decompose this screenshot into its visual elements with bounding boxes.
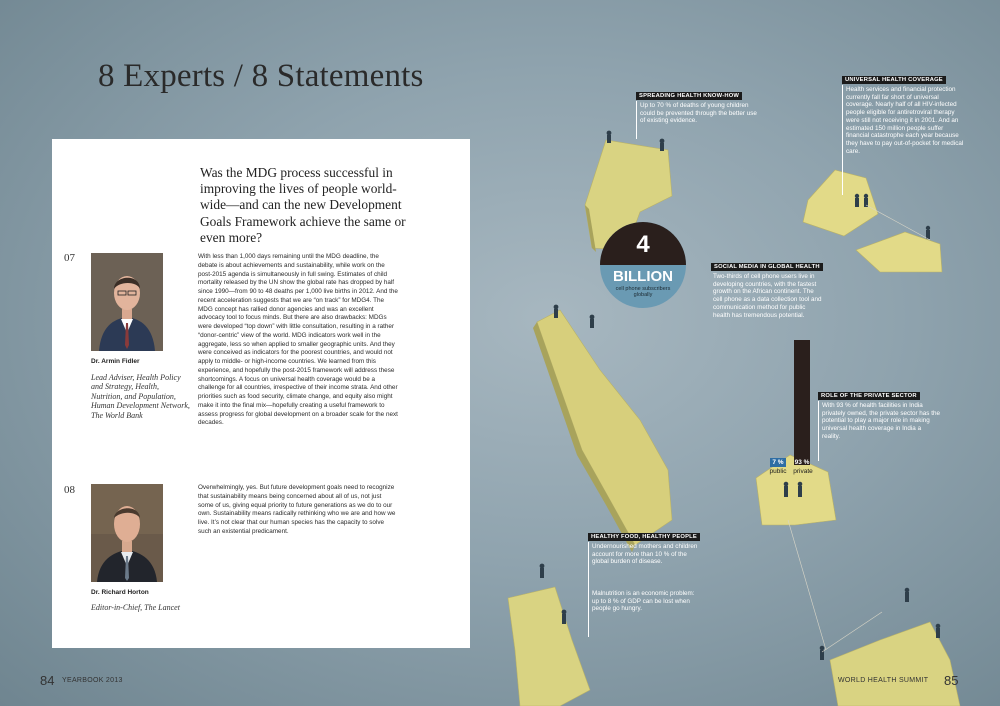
expert-photo xyxy=(91,253,163,351)
expert-photo xyxy=(91,484,163,582)
annotation-heading: ROLE OF THE PRIVATE SECTOR xyxy=(818,392,920,400)
leader-line xyxy=(818,401,819,461)
annotation-heading: UNIVERSAL HEALTH COVERAGE xyxy=(842,76,946,84)
private-label: private xyxy=(793,468,813,475)
expert-role: Lead Adviser, Health Policy and Strategy, Health, Nutrition, and Population, Human Development Network, The World Bank xyxy=(91,373,190,420)
annotation-text: Up to 70 % of deaths of young children could be prevented through the better use of existing evidence. xyxy=(640,102,757,125)
expert-number: 07 xyxy=(64,252,75,264)
leader-line xyxy=(588,542,589,637)
public-pct-badge: 7 % xyxy=(770,458,786,467)
leader-line xyxy=(636,101,637,139)
tile-food-right xyxy=(830,622,960,706)
lead-question: Was the MDG process successful in improving the lives of people world-wide—and can the new Development Goals Framework achieve the same or even more? xyxy=(200,165,406,245)
annotation-text: Undernourished mothers and children account for more than 10 % of the global burden of disease. xyxy=(592,543,698,566)
expert-role: Editor-in-Chief, The Lancet xyxy=(91,603,180,612)
expert-name: Dr. Richard Horton xyxy=(91,589,149,596)
running-footer-left: YEARBOOK 2013 xyxy=(62,677,123,684)
annotation-text: Health services and financial protection currently fall far short of universal coverage. Nearly half of all HIV-infected people eligible for antiretroviral therapy were still not receiving it in 2001. And an estimated 150 million people suffer financial catastrophe each year because they have to pay out-of-pocket for medical care. xyxy=(846,86,964,155)
expert-statement: With less than 1,000 days remaining until the MDG deadline, the debate is about achievements and sustainability, while work on the post-2015 agenda is simultaneously in full swing. Estimates of child mortality released by the UN show the global rate has dropped by half since 1990—from 90 to 48 deaths per 1,000 live births in 2012. And the recent acceleration suggests that we are “on track” for MDG4. The MDG concept has rallied donor agencies and was an excellent advocacy tool to focus minds. But there are also drawbacks: MDGs were developed “top down” with little consultation, resulting in a rather “donor-centric” view of the world. MDG indicators work well in the aggregate, less so when applied to smaller geographic units. And they were conceived as indicators for the poorest countries, and would not apply to middle- or high-income countries. We learned from this experience, and hopefully the post-2015 framework will address these shortcomings. A focus on universal health coverage would be a challenge for all countries, irrespective of their income strata. And other priorities such as food security, climate change, and equity also might make it into the final mix—hopefully creating a useful framework to assess progress for global development on a broader scale for the next decades. xyxy=(198,253,398,427)
expert-name: Dr. Armin Fidler xyxy=(91,358,140,365)
public-label: public xyxy=(769,468,787,475)
phone-unit: BILLION xyxy=(613,268,673,285)
expert-number: 08 xyxy=(64,484,75,496)
phone-caption: cell phone subscribers globally xyxy=(615,286,671,299)
page-number-left: 84 xyxy=(40,673,55,688)
page-title: 8 Experts / 8 Statements xyxy=(98,58,424,94)
annotation-heading: SOCIAL MEDIA IN GLOBAL HEALTH xyxy=(711,263,823,271)
tile-food-left xyxy=(508,587,590,706)
annotation-heading: SPREADING HEALTH KNOW-HOW xyxy=(636,92,742,100)
phone-subscribers-graphic xyxy=(600,222,686,308)
running-footer-right: WORLD HEALTH SUMMIT xyxy=(838,677,929,684)
page-number-right: 85 xyxy=(944,673,959,688)
annotation-text: Two-thirds of cell phone users live in developing countries, with the fastest growth on the African continent. The cell phone as a data collection tool and communication method for public health has tremendous potential. xyxy=(713,273,822,319)
annotation-text: Malnutrition is an economic problem: up to 8 % of GDP can be lost when people go hungry. xyxy=(592,590,695,613)
annotation-heading: HEALTHY FOOD, HEALTHY PEOPLE xyxy=(588,533,700,541)
expert-statement: Overwhelmingly, yes. But future development goals need to recognize that sustainability means being concerned about all of us, not just some of us, giving equal priority to future generations as we do to our own. Sustainability means radically rethinking who we are and how we live. It’s not clear that our human species has the capacity to solve such an existential predicament. xyxy=(198,484,396,535)
private-share-bar xyxy=(794,340,810,465)
tile-long xyxy=(537,310,672,545)
leader-line xyxy=(842,85,843,195)
private-pct-label: 93 % xyxy=(794,459,810,466)
phone-number: 4 xyxy=(636,231,650,258)
annotation-text: With 93 % of health facilities in India privately owned, the private sector has the potential to play a major role in making universal health coverage in India a reality. xyxy=(822,402,940,440)
